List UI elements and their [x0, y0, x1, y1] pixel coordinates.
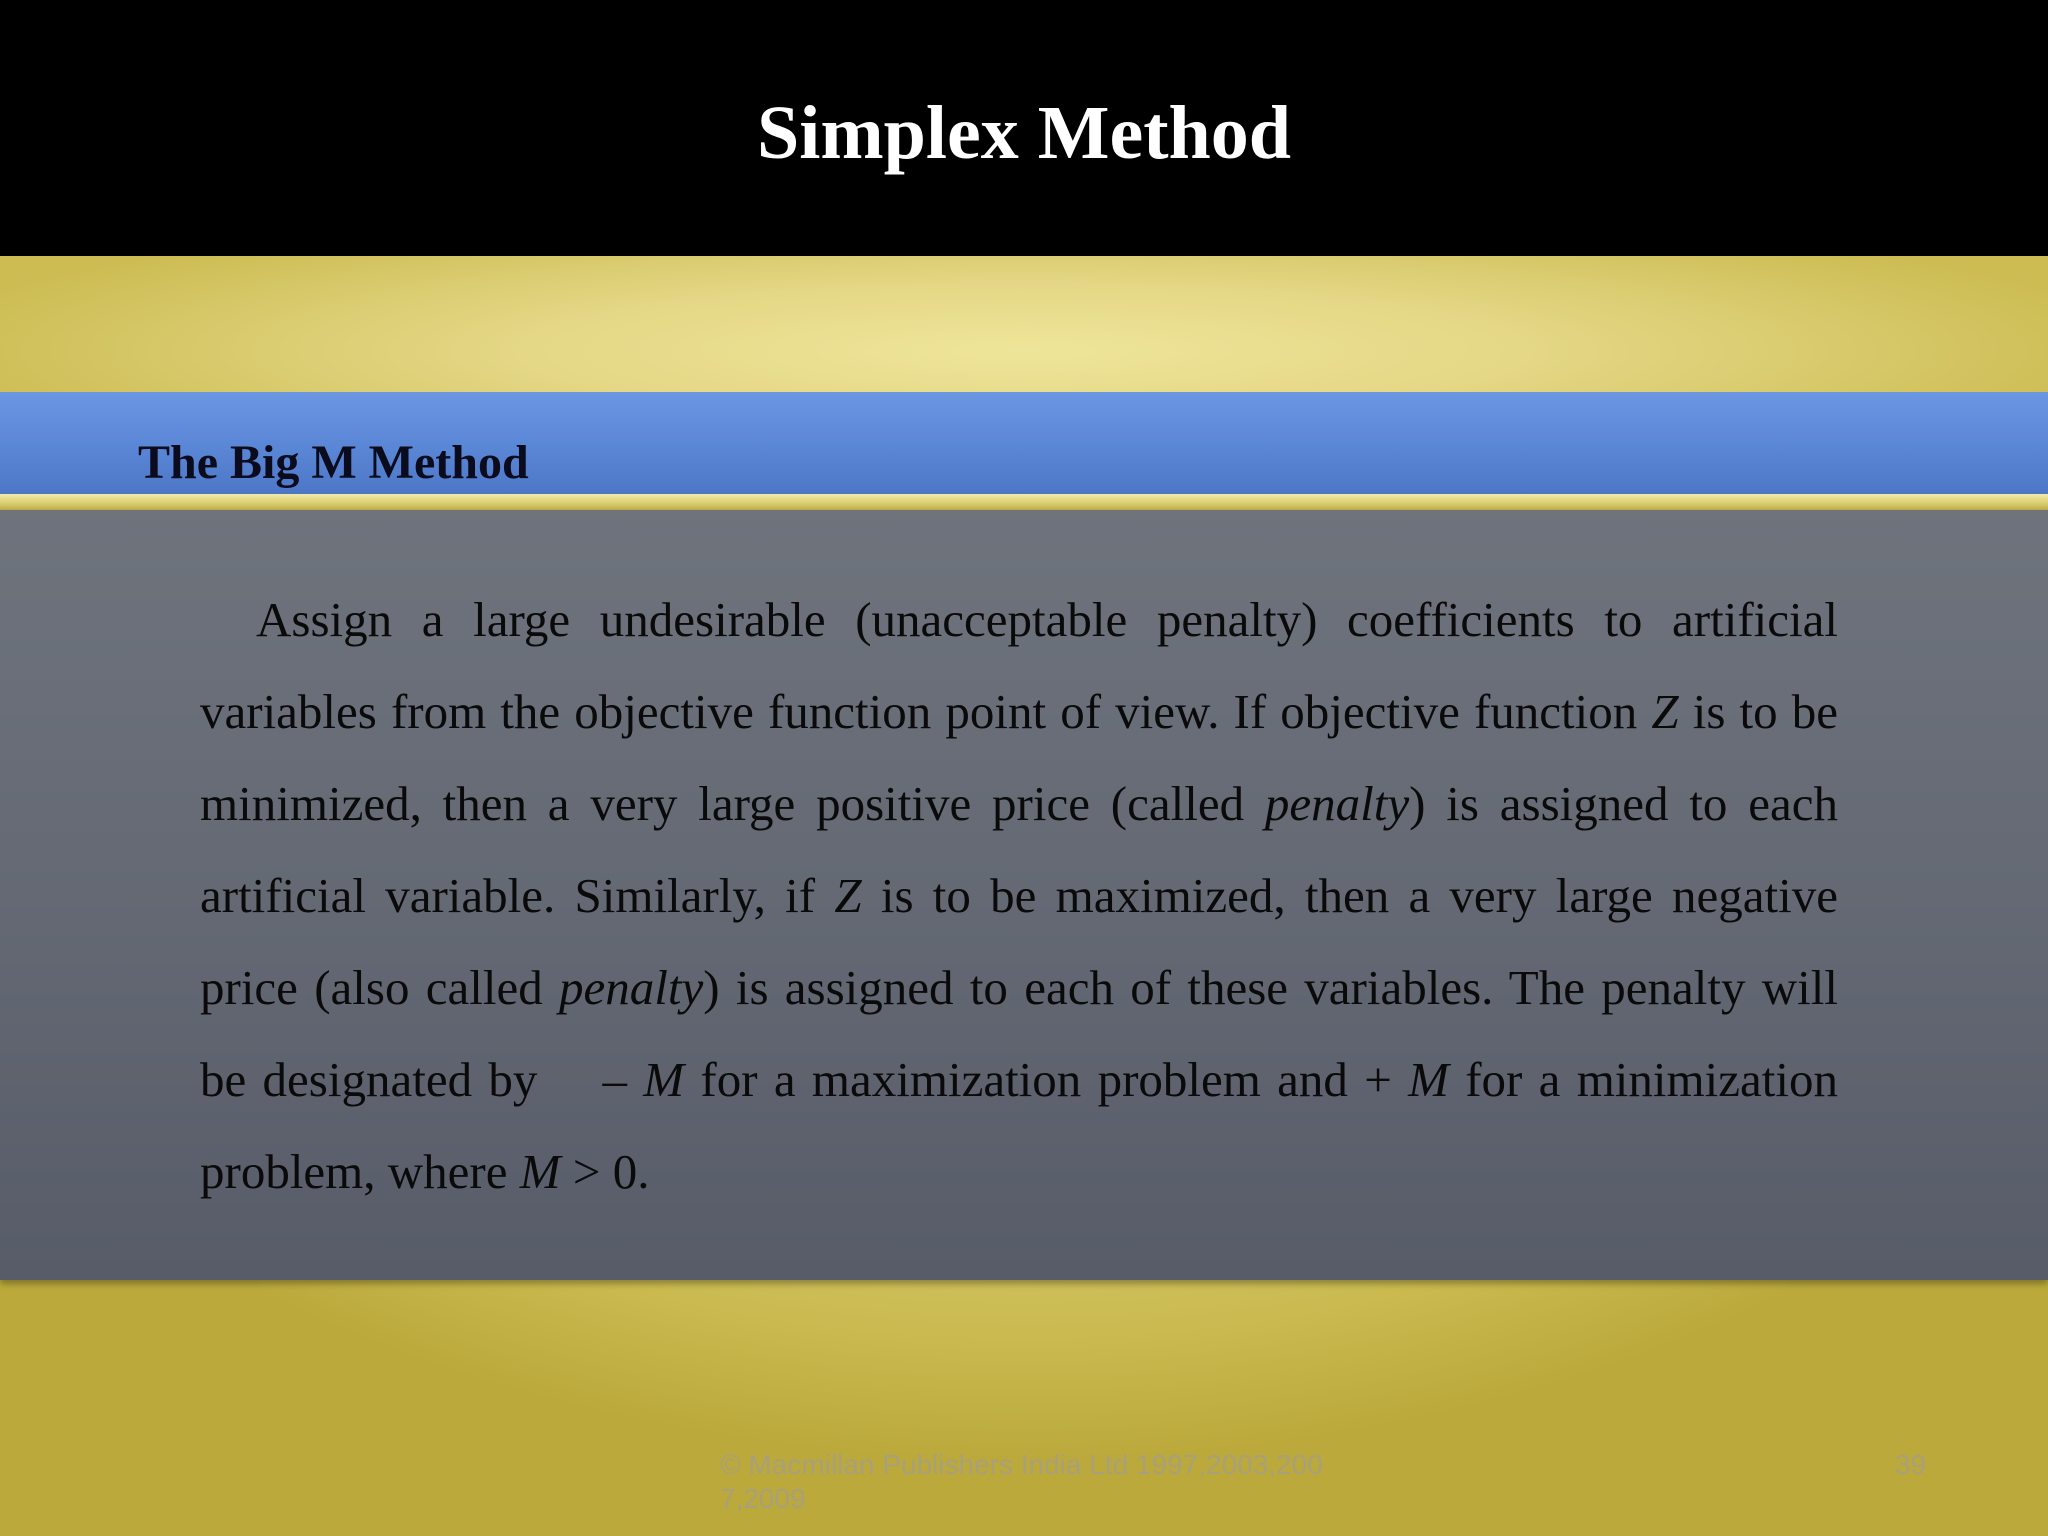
term-penalty: penalty	[559, 960, 704, 1015]
variable-z: Z	[834, 868, 862, 923]
text-segment: ) is assigned to each of these variables. The penalty will be designated by –	[200, 960, 1838, 1107]
text-segment: > 0.	[560, 1144, 650, 1199]
body-paragraph	[200, 574, 1838, 1218]
copyright-notice: © Macmillan Publishers India Ltd 1997,2003,2007,2009	[720, 1449, 1323, 1514]
text-segment: Assign a large undesirable (unacceptable penalty) coefficients to artificial variables from the objective function point of view. If objective function	[200, 592, 1838, 739]
slide-number: 39	[1894, 1449, 1926, 1480]
decorative-gold-band	[0, 256, 2048, 392]
term-penalty: penalty	[1264, 776, 1410, 831]
variable-m: M	[1408, 1052, 1449, 1107]
variable-m: M	[519, 1144, 561, 1199]
divider-stripe	[0, 494, 2048, 510]
text-segment: ) is assigned to each artificial variable. Similarly, if	[200, 776, 1838, 923]
section-heading: The Big M Method	[138, 436, 529, 489]
slide-title: Simplex Method	[756, 91, 1292, 175]
text-segment: for a maximization problem and +	[684, 1052, 1409, 1107]
text-segment: for a minimization problem, where	[200, 1052, 1838, 1199]
text-segment: is to be maximized, then a very large negative price (also called	[200, 868, 1838, 1015]
variable-z: Z	[1651, 684, 1679, 739]
text-segment: is to be minimized, then a very large positive price (called	[200, 684, 1838, 831]
variable-m: M	[643, 1052, 685, 1107]
